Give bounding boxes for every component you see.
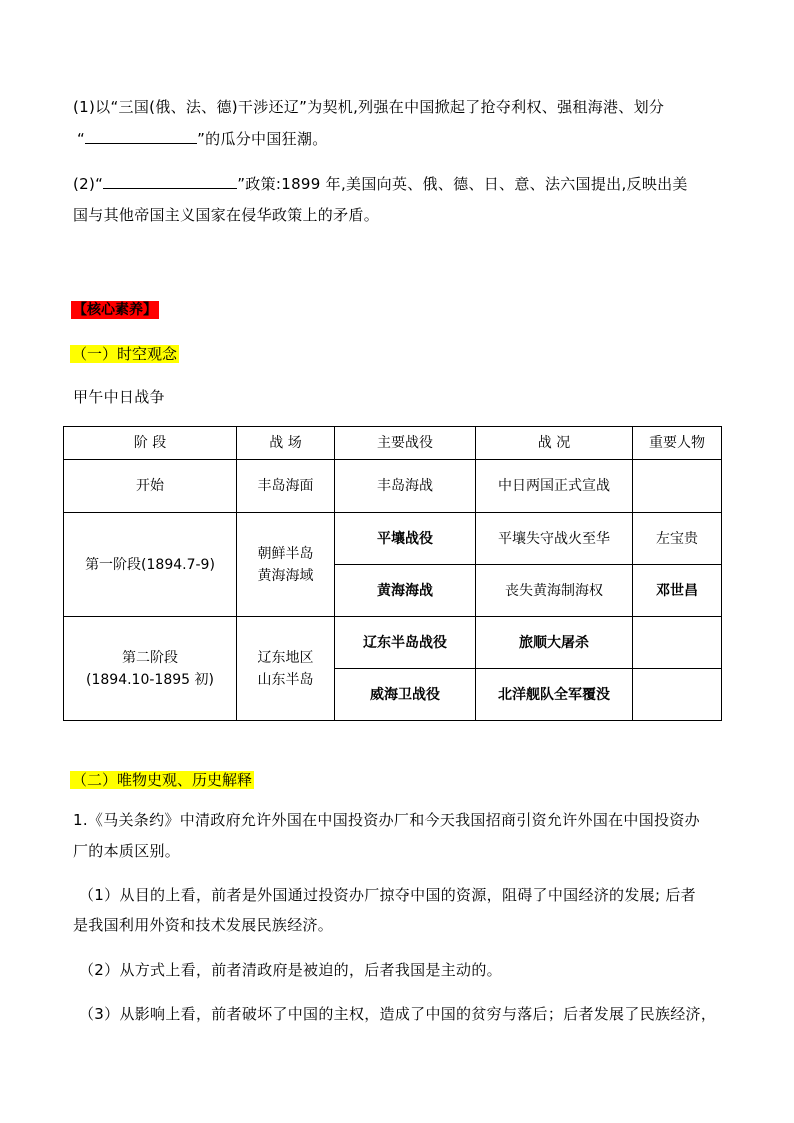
table-row	[64, 513, 722, 565]
field-line-1: 辽东地区	[257, 649, 314, 666]
cell-battle: 丰岛海战	[335, 460, 476, 513]
p1-line1: 1.《马关条约》中清政府允许外国在中国投资办厂和今天我国招商引资允许外国在中国投资办	[73, 811, 700, 829]
section-title: 【核心素养】	[73, 302, 157, 318]
stage-line-1: 第二阶段	[122, 649, 178, 666]
cell-result: 中日两国正式宣战	[476, 460, 633, 513]
header-stage: 阶 段	[64, 427, 237, 460]
cell-field	[237, 617, 335, 721]
subsection-spacetime: （一）时空观念	[72, 345, 178, 363]
cell-battle: 辽东半岛战役	[335, 617, 476, 669]
q1-line2	[77, 129, 328, 149]
q2-line2: 国与其他帝国主义国家在侵华政策上的矛盾。	[73, 206, 380, 224]
p1-line2: 厂的本质区别。	[73, 842, 181, 860]
fill-blank-1[interactable]	[85, 129, 197, 144]
cell-result: 旅顺大屠杀	[476, 617, 633, 669]
field-line-2: 黄海海域	[257, 567, 314, 584]
table-header-row	[64, 427, 722, 460]
field-line-1: 朝鲜半岛	[257, 545, 314, 562]
cell-person: 左宝贵	[633, 513, 722, 565]
table-row	[64, 460, 722, 513]
cell-result: 丧失黄海制海权	[476, 565, 633, 617]
cell-battle: 平壤战役	[335, 513, 476, 565]
cell-person	[633, 617, 722, 669]
table-row	[64, 617, 722, 669]
table-title: 甲午中日战争	[73, 388, 165, 406]
header-person: 重要人物	[633, 427, 722, 460]
cell-field: 丰岛海面	[237, 460, 335, 513]
cell-result: 北洋舰队全军覆没	[476, 669, 633, 721]
cell-stage: 第一阶段(1894.7-9)	[64, 513, 237, 617]
cell-person: 邓世昌	[633, 565, 722, 617]
q2-line1	[73, 174, 688, 194]
q1-line2-prefix: “	[77, 130, 86, 148]
cell-stage: 开始	[64, 460, 237, 513]
p2-line2: 是我国利用外资和技术发展民族经济。	[73, 916, 334, 934]
q2-line1-suffix: ”政策:1899 年,美国向英、俄、德、日、意、法六国提出,反映出美	[237, 175, 688, 193]
q1-line2-suffix: ”的瓜分中国狂潮。	[197, 130, 328, 148]
header-battle: 主要战役	[335, 427, 476, 460]
war-table	[63, 426, 722, 721]
q2-line1-prefix: (2)“	[73, 175, 104, 193]
stage-line-2: (1894.10-1895 初)	[86, 671, 214, 688]
p2-line1: （1）从目的上看，前者是外国通过投资办厂掠夺中国的资源，阻碍了中国经济的发展; 后者	[79, 886, 696, 904]
fill-blank-2[interactable]	[103, 174, 237, 189]
cell-person	[633, 669, 722, 721]
p3-line: （2）从方式上看，前者清政府是被迫的，后者我国是主动的。	[79, 961, 502, 979]
header-result: 战 况	[476, 427, 633, 460]
cell-battle: 黄海海战	[335, 565, 476, 617]
cell-stage	[64, 617, 237, 721]
cell-result: 平壤失守战火至华	[476, 513, 633, 565]
p4-line: （3）从影响上看，前者破坏了中国的主权，造成了中国的贫穷与落后；后者发展了民族经济，	[79, 1005, 717, 1023]
header-field: 战 场	[237, 427, 335, 460]
cell-field	[237, 513, 335, 617]
subsection-materialism: （二）唯物史观、历史解释	[72, 771, 253, 789]
cell-person	[633, 460, 722, 513]
q1-line1: (1)以“三国(俄、法、德)干涉还辽”为契机,列强在中国掀起了抢夺利权、强租海港、划分	[73, 98, 665, 116]
cell-battle: 威海卫战役	[335, 669, 476, 721]
field-line-2: 山东半岛	[257, 671, 314, 688]
